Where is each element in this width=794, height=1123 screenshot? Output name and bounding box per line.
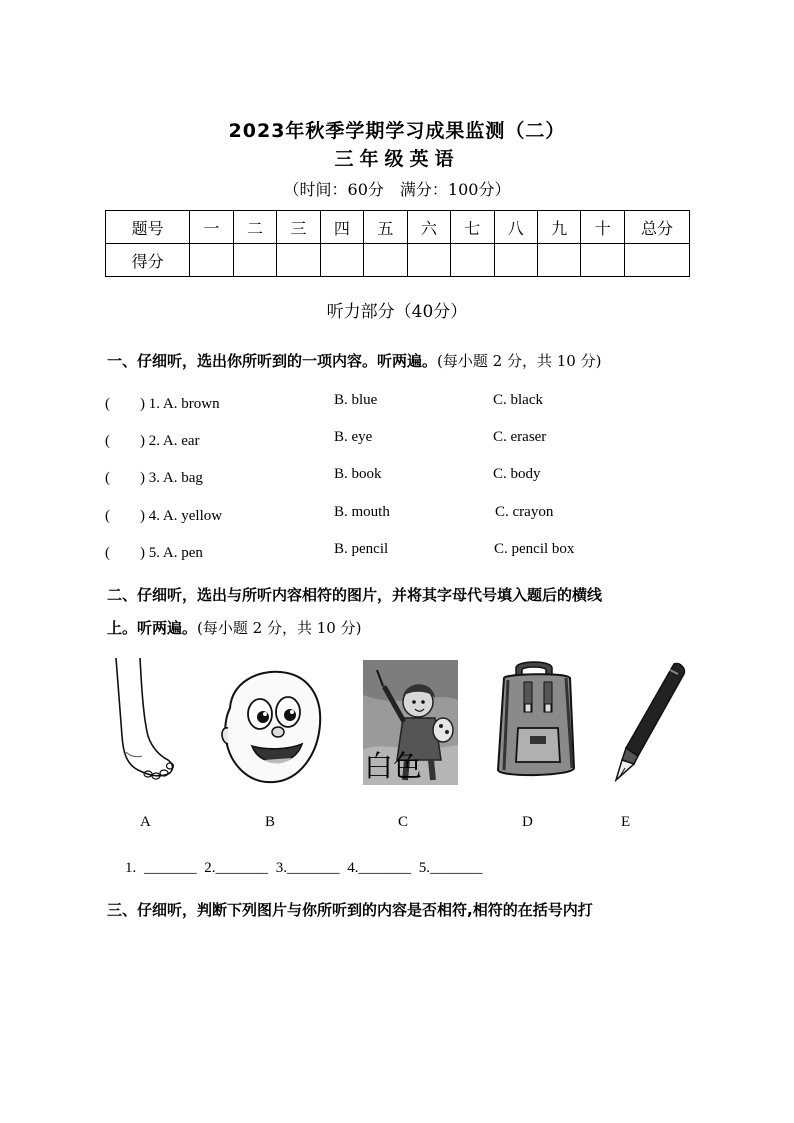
q1-item-2-c: C. eraser	[493, 429, 547, 445]
score-cell: 题号	[106, 211, 190, 244]
q3-title: 三、仔细听，判断下列图片与你所听到的内容是否相符,相符的在括号内打	[107, 901, 593, 919]
score-cell: 一	[190, 211, 233, 244]
score-cell: 六	[407, 211, 450, 244]
q1-item-4-c: C. crayon	[495, 504, 554, 520]
q1-item-1-c: C. black	[493, 392, 543, 408]
listening-section-header: 听力部分（40分）	[326, 302, 468, 322]
q1-item-4-b: B. mouth	[334, 504, 390, 520]
pen-icon	[608, 660, 688, 784]
schoolbag-icon	[494, 658, 578, 782]
score-cell: 二	[233, 211, 276, 244]
q1-item-3-b: B. book	[334, 466, 382, 482]
score-cell: 总分	[625, 211, 690, 244]
score-blank-cell	[190, 244, 233, 277]
score-cell: 七	[451, 211, 494, 244]
foot-icon	[108, 656, 178, 784]
picture-letter-b: B	[265, 814, 276, 830]
score-cell: 五	[364, 211, 407, 244]
face-icon	[218, 668, 328, 786]
score-cell: 八	[494, 211, 537, 244]
q1-item-4-a: ( ) 4. A. yellow	[105, 508, 223, 524]
q1-item-2-b: B. eye	[334, 429, 373, 445]
q2-title-line1: 二、仔细听，选出与所听内容相符的图片，并将其字母代号填入题后的横线	[107, 586, 603, 604]
score-table	[105, 210, 690, 277]
score-table-score-row	[106, 244, 690, 277]
score-blank-cell	[451, 244, 494, 277]
picture-letter-a: A	[140, 814, 151, 830]
score-cell: 四	[320, 211, 363, 244]
picture-letter-c: C	[398, 814, 409, 830]
exam-time-info: （时间：60分 满分：100分）	[283, 180, 511, 199]
exam-subtitle: 三年级英语	[334, 148, 460, 170]
score-row-label: 得分	[106, 244, 190, 277]
score-blank-cell	[581, 244, 625, 277]
q1-item-1-a: ( ) 1. A. brown	[105, 396, 220, 412]
q1-title-text: 一、仔细听，选出你所听到的一项内容。听两遍。	[107, 352, 438, 370]
score-cell: 三	[277, 211, 320, 244]
picture-letter-e: E	[621, 814, 631, 830]
exam-title: 2023年秋季学期学习成果监测（二）	[228, 120, 566, 142]
q1-item-5-c: C. pencil box	[494, 541, 575, 557]
score-cell: 十	[581, 211, 625, 244]
picture-c-caption: 白色	[364, 749, 423, 783]
q1-item-3-c: C. body	[493, 466, 541, 482]
q1-item-5-b: B. pencil	[334, 541, 389, 557]
q2-answer-blanks: 1. _______ 2._______ 3._______ 4._______ 5._______	[125, 860, 483, 876]
score-table-header-row	[106, 211, 690, 244]
score-cell: 九	[537, 211, 580, 244]
score-blank-cell	[233, 244, 276, 277]
q1-item-2-a: ( ) 2. A. ear	[105, 433, 200, 449]
score-blank-cell	[364, 244, 407, 277]
q1-title	[107, 350, 601, 371]
q1-item-5-a: ( ) 5. A. pen	[105, 545, 203, 561]
score-blank-cell	[494, 244, 537, 277]
score-blank-cell	[320, 244, 363, 277]
q2-points: (每小题 2 分，共 10 分)	[197, 619, 362, 637]
q2-title-line2	[107, 617, 361, 638]
score-blank-cell	[537, 244, 580, 277]
score-blank-cell	[277, 244, 320, 277]
score-blank-cell	[625, 244, 690, 277]
q1-item-1-b: B. blue	[334, 392, 378, 408]
score-blank-cell	[407, 244, 450, 277]
q1-item-3-a: ( ) 3. A. bag	[105, 470, 203, 486]
q1-points: (每小题 2 分，共 10 分)	[437, 352, 602, 370]
q2-title-text: 上。听两遍。	[107, 619, 198, 637]
picture-letter-d: D	[522, 814, 533, 830]
